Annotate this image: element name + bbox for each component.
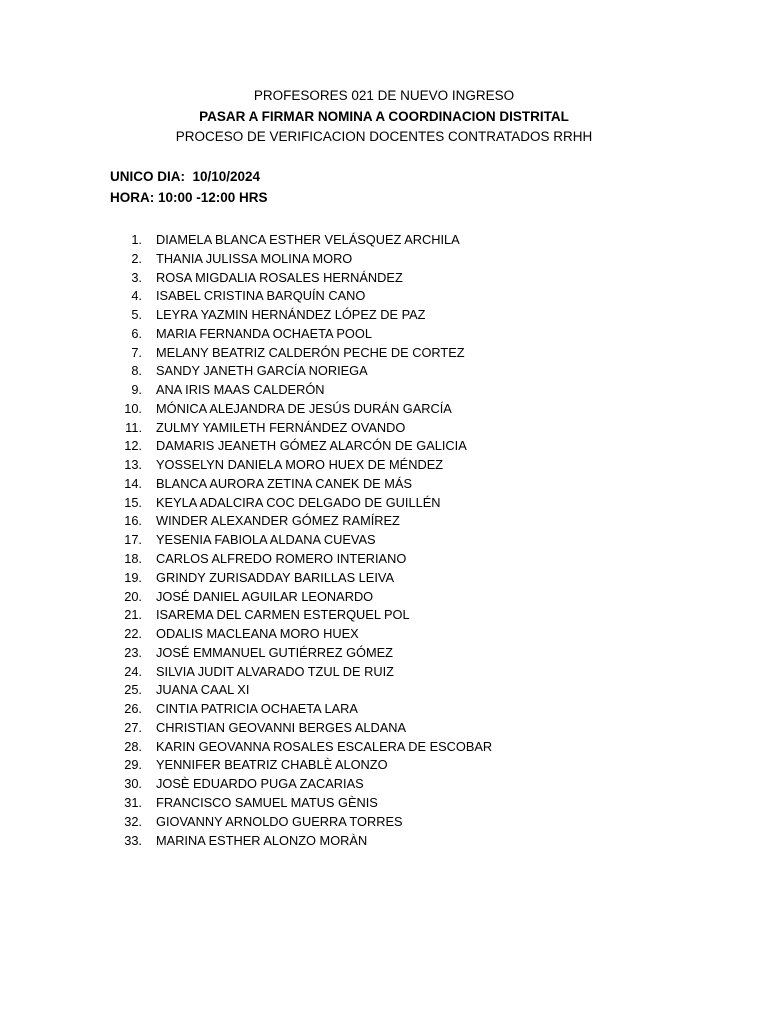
header-title: PROFESORES 021 DE NUEVO INGRESO (253, 88, 515, 103)
list-item-number: 18. (124, 551, 142, 567)
list-item-name: SILVIA JUDIT ALVARADO TZUL DE RUIZ (156, 663, 394, 679)
list-item (110, 606, 410, 625)
list-item-name: GIOVANNY ARNOLDO GUERRA TORRES (156, 813, 403, 829)
list-item-number: 9. (131, 382, 142, 398)
list-item (110, 738, 493, 757)
list-item-number: 6. (131, 325, 142, 341)
list-item-number: 19. (124, 569, 142, 585)
list-item-name: YOSSELYN DANIELA MORO HUEX DE MÉNDEZ (156, 457, 444, 473)
list-item-number: 27. (124, 719, 142, 735)
list-item-name: JUANA CAAL XI (156, 682, 250, 698)
list-item-name: ROSA MIGDALIA ROSALES HERNÁNDEZ (156, 269, 403, 285)
list-item-name: YENNIFER BEATRIZ CHABLÈ ALONZO (156, 757, 388, 773)
list-item (110, 644, 393, 663)
list-item-number: 33. (124, 832, 142, 848)
list-item-name: ISAREMA DEL CARMEN ESTERQUEL POL (156, 607, 410, 623)
list-item-name: ODALIS MACLEANA MORO HUEX (156, 626, 359, 642)
list-item-number: 26. (124, 701, 142, 717)
list-item-name: DAMARIS JEANETH GÓMEZ ALARCÓN DE GALICIA (156, 438, 467, 454)
list-item-name: MELANY BEATRIZ CALDERÓN PECHE DE CORTEZ (156, 344, 465, 360)
list-item-number: 30. (124, 776, 142, 792)
list-item-number: 12. (124, 438, 142, 454)
list-item-name: MÓNICA ALEJANDRA DE JESÚS DURÁN GARCÍA (156, 400, 452, 416)
list-item-number: 23. (124, 644, 142, 660)
list-item-name: JOSÉ DANIEL AGUILAR LEONARDO (156, 588, 374, 604)
list-item-name: LEYRA YAZMIN HERNÁNDEZ LÓPEZ DE PAZ (156, 307, 426, 323)
list-item (110, 550, 407, 569)
list-item (110, 437, 467, 456)
list-item-number: 22. (124, 626, 142, 642)
list-item (110, 775, 364, 794)
list-item (110, 719, 407, 738)
list-item-number: 15. (124, 494, 142, 510)
list-item-number: 4. (131, 288, 142, 304)
list-item-number: 10. (124, 400, 142, 416)
list-item-number: 28. (124, 738, 142, 754)
list-item-name: ANA IRIS MAAS CALDERÓN (156, 382, 325, 398)
list-item (110, 531, 376, 550)
list-item (110, 381, 325, 400)
list-item (110, 625, 359, 644)
list-item (110, 494, 441, 513)
list-item-name: KEYLA ADALCIRA COC DELGADO DE GUILLÉN (156, 494, 441, 510)
list-item-number: 13. (124, 457, 142, 473)
list-item-number: 31. (124, 794, 142, 810)
list-item-name: FRANCISCO SAMUEL MATUS GÈNIS (156, 794, 378, 810)
list-item-name: MARIA FERNANDA OCHAETA POOL (156, 325, 372, 341)
list-item-number: 32. (124, 813, 142, 829)
list-item-number: 24. (124, 663, 142, 679)
list-item (110, 231, 460, 250)
list-item-number: 2. (131, 250, 142, 266)
list-item-number: 20. (124, 588, 142, 604)
list-item-number: 21. (124, 607, 142, 623)
list-item (110, 475, 413, 494)
list-item (110, 456, 444, 475)
list-item-name: ISABEL CRISTINA BARQUÍN CANO (156, 288, 366, 304)
list-item-number: 3. (131, 269, 142, 285)
header-instruction: PASAR A FIRMAR NOMINA A COORDINACION DISTRITAL (199, 108, 569, 124)
header-process: PROCESO DE VERIFICACION DOCENTES CONTRATADOS RRHH (175, 129, 593, 144)
list-item (110, 700, 358, 719)
list-item (110, 794, 378, 813)
list-item (110, 569, 395, 588)
list-item-number: 16. (124, 513, 142, 529)
list-item (110, 756, 388, 775)
list-item-number: 8. (131, 363, 142, 379)
list-item-number: 25. (124, 682, 142, 698)
list-item (110, 362, 368, 381)
list-item-number: 14. (124, 475, 142, 491)
list-item-name: MARINA ESTHER ALONZO MORÀN (156, 832, 368, 848)
list-item (110, 813, 403, 832)
list-item-name: WINDER ALEXANDER GÓMEZ RAMÍREZ (156, 513, 400, 529)
list-item (110, 419, 406, 438)
list-item (110, 400, 452, 419)
list-item-name: THANIA JULISSA MOLINA MORO (156, 250, 353, 266)
list-item-name: GRINDY ZURISADDAY BARILLAS LEIVA (156, 569, 395, 585)
list-item-name: ZULMY YAMILETH FERNÁNDEZ OVANDO (156, 419, 406, 435)
list-item-name: DIAMELA BLANCA ESTHER VELÁSQUEZ ARCHILA (156, 232, 460, 247)
list-item-name: YESENIA FABIOLA ALDANA CUEVAS (156, 532, 376, 548)
list-item (110, 512, 400, 531)
list-item-name: CINTIA PATRICIA OCHAETA LARA (156, 701, 358, 717)
list-item-number: 7. (131, 344, 142, 360)
list-item (110, 588, 374, 607)
list-item-number: 29. (124, 757, 142, 773)
list-item (110, 344, 465, 363)
list-item (110, 832, 368, 851)
list-item-number: 1. (131, 232, 142, 247)
list-item-name: JOSÈ EDUARDO PUGA ZACARIAS (156, 776, 364, 792)
list-item-name: CHRISTIAN GEOVANNI BERGES ALDANA (156, 719, 407, 735)
list-item-name: JOSÉ EMMANUEL GUTIÉRREZ GÓMEZ (156, 644, 393, 660)
document-header (0, 86, 768, 148)
list-item-number: 5. (131, 307, 142, 323)
schedule-time: HORA: 10:00 -12:00 HRS (110, 189, 268, 205)
list-item (110, 325, 372, 344)
teacher-list (110, 231, 493, 850)
schedule-day: UNICO DIA: 10/10/2024 (110, 169, 261, 184)
list-item-name: BLANCA AURORA ZETINA CANEK DE MÁS (156, 475, 413, 491)
list-item (110, 306, 426, 325)
list-item (110, 681, 250, 700)
list-item (110, 287, 366, 306)
list-item-name: KARIN GEOVANNA ROSALES ESCALERA DE ESCOBAR (156, 738, 493, 754)
list-item (110, 269, 403, 288)
schedule-info (110, 167, 268, 208)
list-item-name: CARLOS ALFREDO ROMERO INTERIANO (156, 551, 407, 567)
list-item-number: 17. (124, 532, 142, 548)
list-item-number: 11. (125, 419, 142, 435)
list-item-name: SANDY JANETH GARCÍA NORIEGA (156, 363, 368, 379)
list-item (110, 250, 353, 269)
list-item (110, 663, 394, 682)
